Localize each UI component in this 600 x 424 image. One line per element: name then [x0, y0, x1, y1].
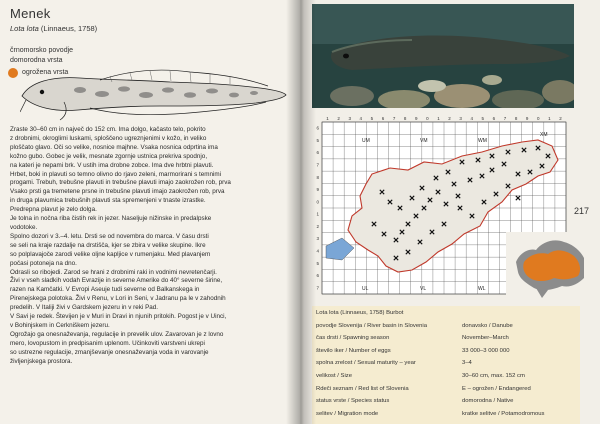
map-col-label: 2 — [448, 116, 451, 121]
map-col-label: 5 — [370, 116, 374, 121]
description-line: razen na Kamčatki. V Evropi Aseuje tudi severne od Balkanskega in — [10, 286, 200, 294]
map-col-label: 1 — [326, 116, 329, 121]
map-row-label: 7 — [316, 162, 319, 168]
description-line: Vsako prsti ga tremetene prsne in trebušne plavuti imajo zaokrožen rob, prva — [10, 188, 225, 196]
map-row-label: 6 — [316, 273, 319, 279]
map-col-label: 3 — [459, 116, 462, 121]
latin-author: (Linnaeus, 1758) — [40, 24, 98, 33]
description-line: Živi v vseh sladkih vodah Evrazije in severne Amerike do 40° severne širine, — [10, 277, 223, 285]
info-value: 3–4 — [462, 360, 472, 367]
map-quadrant-label: UM — [362, 138, 370, 144]
map-col-label: 6 — [381, 116, 385, 121]
book-gutter-shadow — [286, 0, 316, 424]
info-label: velikost / Size — [316, 373, 353, 379]
map-row-label: 4 — [316, 248, 319, 254]
latin-name-genus: Lota lota — [10, 24, 39, 33]
info-label: selitev / Migration mode — [316, 410, 379, 417]
status-line-2: domorodna vrsta — [10, 57, 63, 64]
description-line: se seli na kraje razdalje na drstišča, kjer se zbira v velike skupine. Ikre — [10, 241, 206, 249]
info-label: Lota lota (Linnaeus, 1758) Burbot — [316, 310, 404, 316]
map-quadrant-label: WL — [478, 286, 486, 292]
map-quadrant-label: VL — [420, 286, 427, 292]
map-quadrant-label: XM — [540, 132, 548, 138]
map-col-label: 8 — [403, 116, 407, 121]
info-value: 30–60 cm, max. 152 cm — [462, 373, 525, 379]
info-value: domorodna / Native — [462, 398, 514, 405]
map-quadrant-label: WM — [478, 138, 487, 144]
map-quadrant-label: UL — [362, 286, 369, 292]
info-value: November–March — [462, 335, 509, 342]
description-line: so ustrezne regulacije, zmanjševanje onesnaževanja voda in varovanje — [10, 348, 209, 356]
map-row-label: 1 — [316, 211, 319, 217]
map-row-label: 7 — [316, 285, 319, 291]
map-col-label: 6 — [492, 116, 496, 121]
map-row-label: 6 — [316, 125, 319, 131]
description-line: V Savi je redek. Števijen je v Muri in Dravi in njunih pritokih. Pogost je v Uinci, — [10, 313, 227, 321]
latin-name — [10, 24, 97, 33]
description-line: na kateri je nepami brk. V ustih ima drobne zobce. Ima dve hrbtni plavuti. — [10, 161, 214, 169]
map-col-label: 0 — [537, 116, 540, 121]
map-row-label: 6 — [316, 150, 319, 156]
status-line-1: črnomorsko povodje — [10, 47, 74, 54]
europe-range-map — [506, 232, 586, 302]
map-col-label: 5 — [481, 116, 485, 121]
map-row-label: 8 — [316, 174, 319, 180]
map-col-label: 0 — [426, 116, 429, 121]
description-line: Predrepna plavut je zelo dolga. — [10, 206, 97, 214]
description-line: počasi potoneja na dno. — [10, 259, 77, 267]
map-col-label: 2 — [337, 116, 340, 121]
info-label: spolna zrelost / Sexual maturity – year — [316, 360, 416, 367]
description-line: ploščato glavo. Oči so velike, nosnice majhne. Vsaka nosnica odprtina ima — [10, 143, 218, 151]
info-label: Rdeči seznam / Red list of Slovenia — [316, 385, 409, 392]
map-col-label: 2 — [559, 116, 562, 121]
burbot-photo — [312, 4, 574, 108]
page-number: 217 — [574, 206, 590, 216]
description-line: Je tolna in nočna riba čistih rek in jezer. Naseljuje nižinske in predalpske — [10, 215, 212, 223]
map-col-label: 8 — [514, 116, 518, 121]
map-row-label: 5 — [316, 260, 319, 266]
description-line: Spolno dozori v 3.–4. letu. Drsti se od novembra do marca. V času drsti — [10, 232, 209, 240]
map-row-label: 9 — [316, 187, 319, 193]
description-line: z drobnimi, okroglimi luskami, sploščeno ugreznjenimi v kožo, in veliko — [10, 134, 207, 142]
map-col-label: 1 — [437, 116, 440, 121]
info-label: status vrste / Species status — [316, 398, 390, 405]
map-col-label: 7 — [392, 116, 396, 121]
burbot-fish-illustration — [20, 62, 288, 122]
description-line: Odrasli so ribojedi. Zarod se hrani z drobnimi raki in vodnimi nevretenčarji. — [10, 268, 217, 276]
status-line-3: ogrožena vrsta — [22, 69, 69, 76]
description-line: progami. Trebuh, trebušne plavuti in trebušne plavuti imajo zaokrožen rob, prva — [10, 179, 231, 187]
description-line: Hrbet, boki in plavuti so temno olivno do rjavo zeleni, marmorirani s temnimi — [10, 170, 222, 178]
species-description — [10, 126, 280, 366]
map-row-label: 0 — [316, 199, 319, 205]
map-col-label: 1 — [548, 116, 551, 121]
info-value: kratke selitve / Potamodromous — [462, 410, 545, 417]
description-line: predelih. V Italiji živi v Gardskem jezeru in v reki Pad. — [10, 304, 159, 312]
info-label: čas drsti / Spawning season — [316, 335, 390, 342]
map-col-label: 4 — [359, 116, 363, 121]
info-label: število iker / Number of eggs — [316, 347, 391, 354]
info-value: E – ogrožen / Endangered — [462, 385, 531, 392]
map-col-label: 4 — [470, 116, 473, 121]
description-line: Ogrožajo ga onesnaževanja, regulacije in prevelik ulov. Zavarovan je z lovno — [10, 330, 224, 338]
description-line: Zraste 30–60 cm in največ do 152 cm. Ima dolgo, kačasto telo, pokrito — [10, 126, 206, 133]
info-label: povodje Slovenija / River basin in Slovenia — [316, 322, 428, 329]
map-row-label: 3 — [316, 236, 319, 242]
description-line: mero, lovopustom in predpisanim uplenom. Učinkoviti varstveni ukrepi — [10, 339, 205, 347]
description-line: življenjskega prostora. — [10, 357, 73, 365]
description-line: Pirenejskega polotoka. Živi v Renu, v Lori in Seni, v Jadranu pa le v zahodnih — [10, 295, 226, 303]
info-value: 33 000–3 000 000 — [462, 347, 510, 354]
info-value: donavsko / Danube — [462, 322, 513, 329]
species-info-table — [312, 306, 580, 424]
description-line: v Bohinjskem in Cerkniškem jezeru. — [10, 321, 110, 329]
description-line: vodotoke. — [10, 223, 38, 231]
species-title: Menek — [10, 6, 51, 21]
description-line: in druga plavumica trebušnih plavuti sta spremenjeni v tnaste izrastke. — [10, 197, 206, 205]
map-col-label: 9 — [525, 116, 529, 121]
map-col-label: 7 — [503, 116, 507, 121]
map-row-label: 5 — [316, 137, 319, 143]
status-dot-icon — [8, 68, 18, 78]
map-col-label: 3 — [348, 116, 351, 121]
description-line: so polplavajoče zarodi velike oljne kapljice v rumenjaku. Med plavanjem — [10, 250, 211, 258]
description-line: kožno gubo. Gobec je velik, mesnate zgornje ustnica prekriva spodnjo, — [10, 152, 208, 160]
map-col-label: 9 — [415, 116, 418, 121]
map-row-label: 2 — [316, 223, 319, 229]
burbot-photo-icon — [312, 4, 574, 108]
map-quadrant-label: VM — [420, 138, 428, 144]
